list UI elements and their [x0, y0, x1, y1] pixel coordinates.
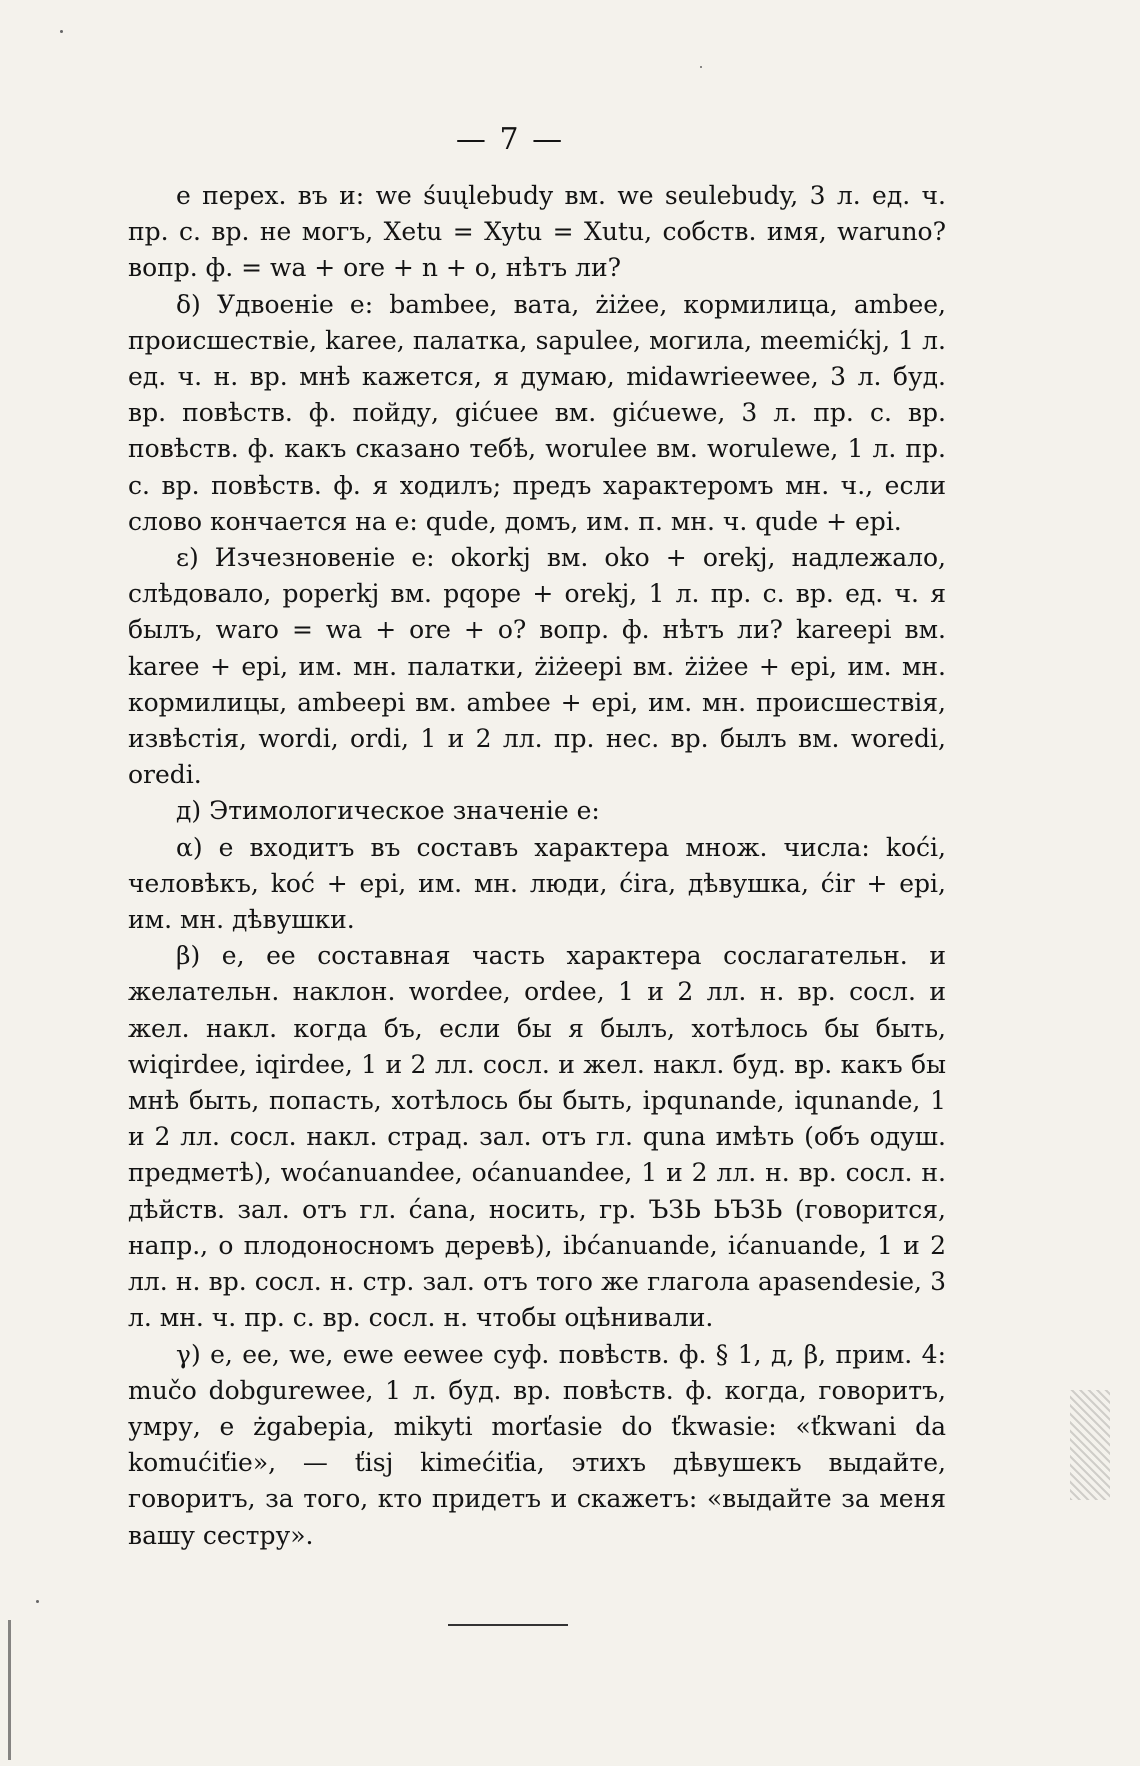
paragraph-delta: δ) Удвоеніе е: bambee, вата, żiżee, кормилица, ambee, происшествіе, karee, палатка, sapulee, могила, meemićkj, 1 л. ед. ч. н. вр. мнѣ кажется, я думаю, midawrieewee, 3 л. буд. вр. повѣств. ф. пойду, gićuee вм. gićuewe, 3 л. пр. с. вр. повѣств. ф. какъ сказано тебѣ, worulee вм. worulewe, 1 л. пр. с. вр. повѣств. ф. я ходилъ; предъ характеромъ мн. ч., если слово кончается на е: qude, домъ, им. п. мн. ч. qude + epi. [128, 289, 946, 536]
closing-rule [448, 1624, 568, 1626]
paper-speck [700, 66, 702, 68]
page-edge-noise [1070, 1390, 1110, 1500]
paper-speck [60, 30, 63, 33]
paper-speck [36, 1600, 39, 1603]
paragraph-epsilon: ε) Изчезновеніе е: okorkj вм. oko + orekj, надлежало, слѣдовало, poperkj вм. pqope + orekj, 1 л. пр. с. вр. ед. ч. я былъ, waro = wa + ore + o? вопр. ф. нѣтъ ли? kareepi вм. karee + epi, им. мн. палатки, żiżeepi вм. żiżee + epi, им. мн. кормилицы, ambeepi вм. ambee + epi, им. мн. происшествія, извѣстія, wordi, ordi, 1 и 2 лл. пр. нес. вр. былъ вм. woredi, oredi. [128, 543, 946, 790]
paragraph-gamma: γ) е, ее, we, ewe eewee суф. повѣств. ф. § 1, д, β, прим. 4: mučo dobgurewee, 1 л. буд. вр. повѣств. ф. когда, говоритъ, умру, e żgabepia, mikyti morťasie do ťkwasie: «ťkwani da komućiťie», — ťisj kimećiťia, этихъ дѣвушекъ выдайте, говоритъ, за того, кто придетъ и скажетъ: «выдайте за меня вашу сестру». [128, 1339, 946, 1550]
page-number: — 7 — [455, 122, 565, 157]
paragraph-alpha: α) е входитъ въ составъ характера множ. числа: koći, человѣкъ, koć + epi, им. мн. люди, ćira, дѣвушка, ćir + epi, им. мн. дѣвушки. [128, 832, 946, 935]
paragraph-continuation: е перех. въ и: we śuųlebudy вм. we seulebudy, 3 л. ед. ч. пр. с. вр. не могъ, Xetu = Xytu = Xutu, собств. имя, waruno? вопр. ф. = wa + ore + n + o, нѣтъ ли? [128, 181, 946, 283]
binding-edge [8, 1620, 11, 1760]
body-text [128, 178, 946, 1554]
paragraph-d-heading: д) Этимологическое значеніе е: [176, 796, 600, 826]
paragraph-beta: β) е, ее составная часть характера сослагательн. и желательн. наклон. wordee, ordee, 1 и 2 лл. н. вр. сосл. и жел. накл. когда бъ, если бы я былъ, хотѣлось бы быть, wiqirdee, iqirdee, 1 и 2 лл. сосл. и жел. накл. буд. вр. какъ бы мнѣ быть, попасть, хотѣлось бы быть, ipqunande, iqunande, 1 и 2 лл. сосл. накл. страд. зал. отъ гл. quna имѣть (объ одуш. предметѣ), woćanuandee, oćanuandee, 1 и 2 лл. н. вр. сосл. н. дѣйств. зал. отъ гл. ćana, носить, гр. ЪЗЬ ЬЪЗЬ (говорится, напр., о плодоносномъ деревѣ), ibćanuande, ićanuande, 1 и 2 лл. н. вр. сосл. н. стр. зал. отъ того же глагола apasendesie, 3 л. мн. ч. пр. с. вр. сосл. н. чтобы оцѣнивали. [128, 941, 946, 1333]
